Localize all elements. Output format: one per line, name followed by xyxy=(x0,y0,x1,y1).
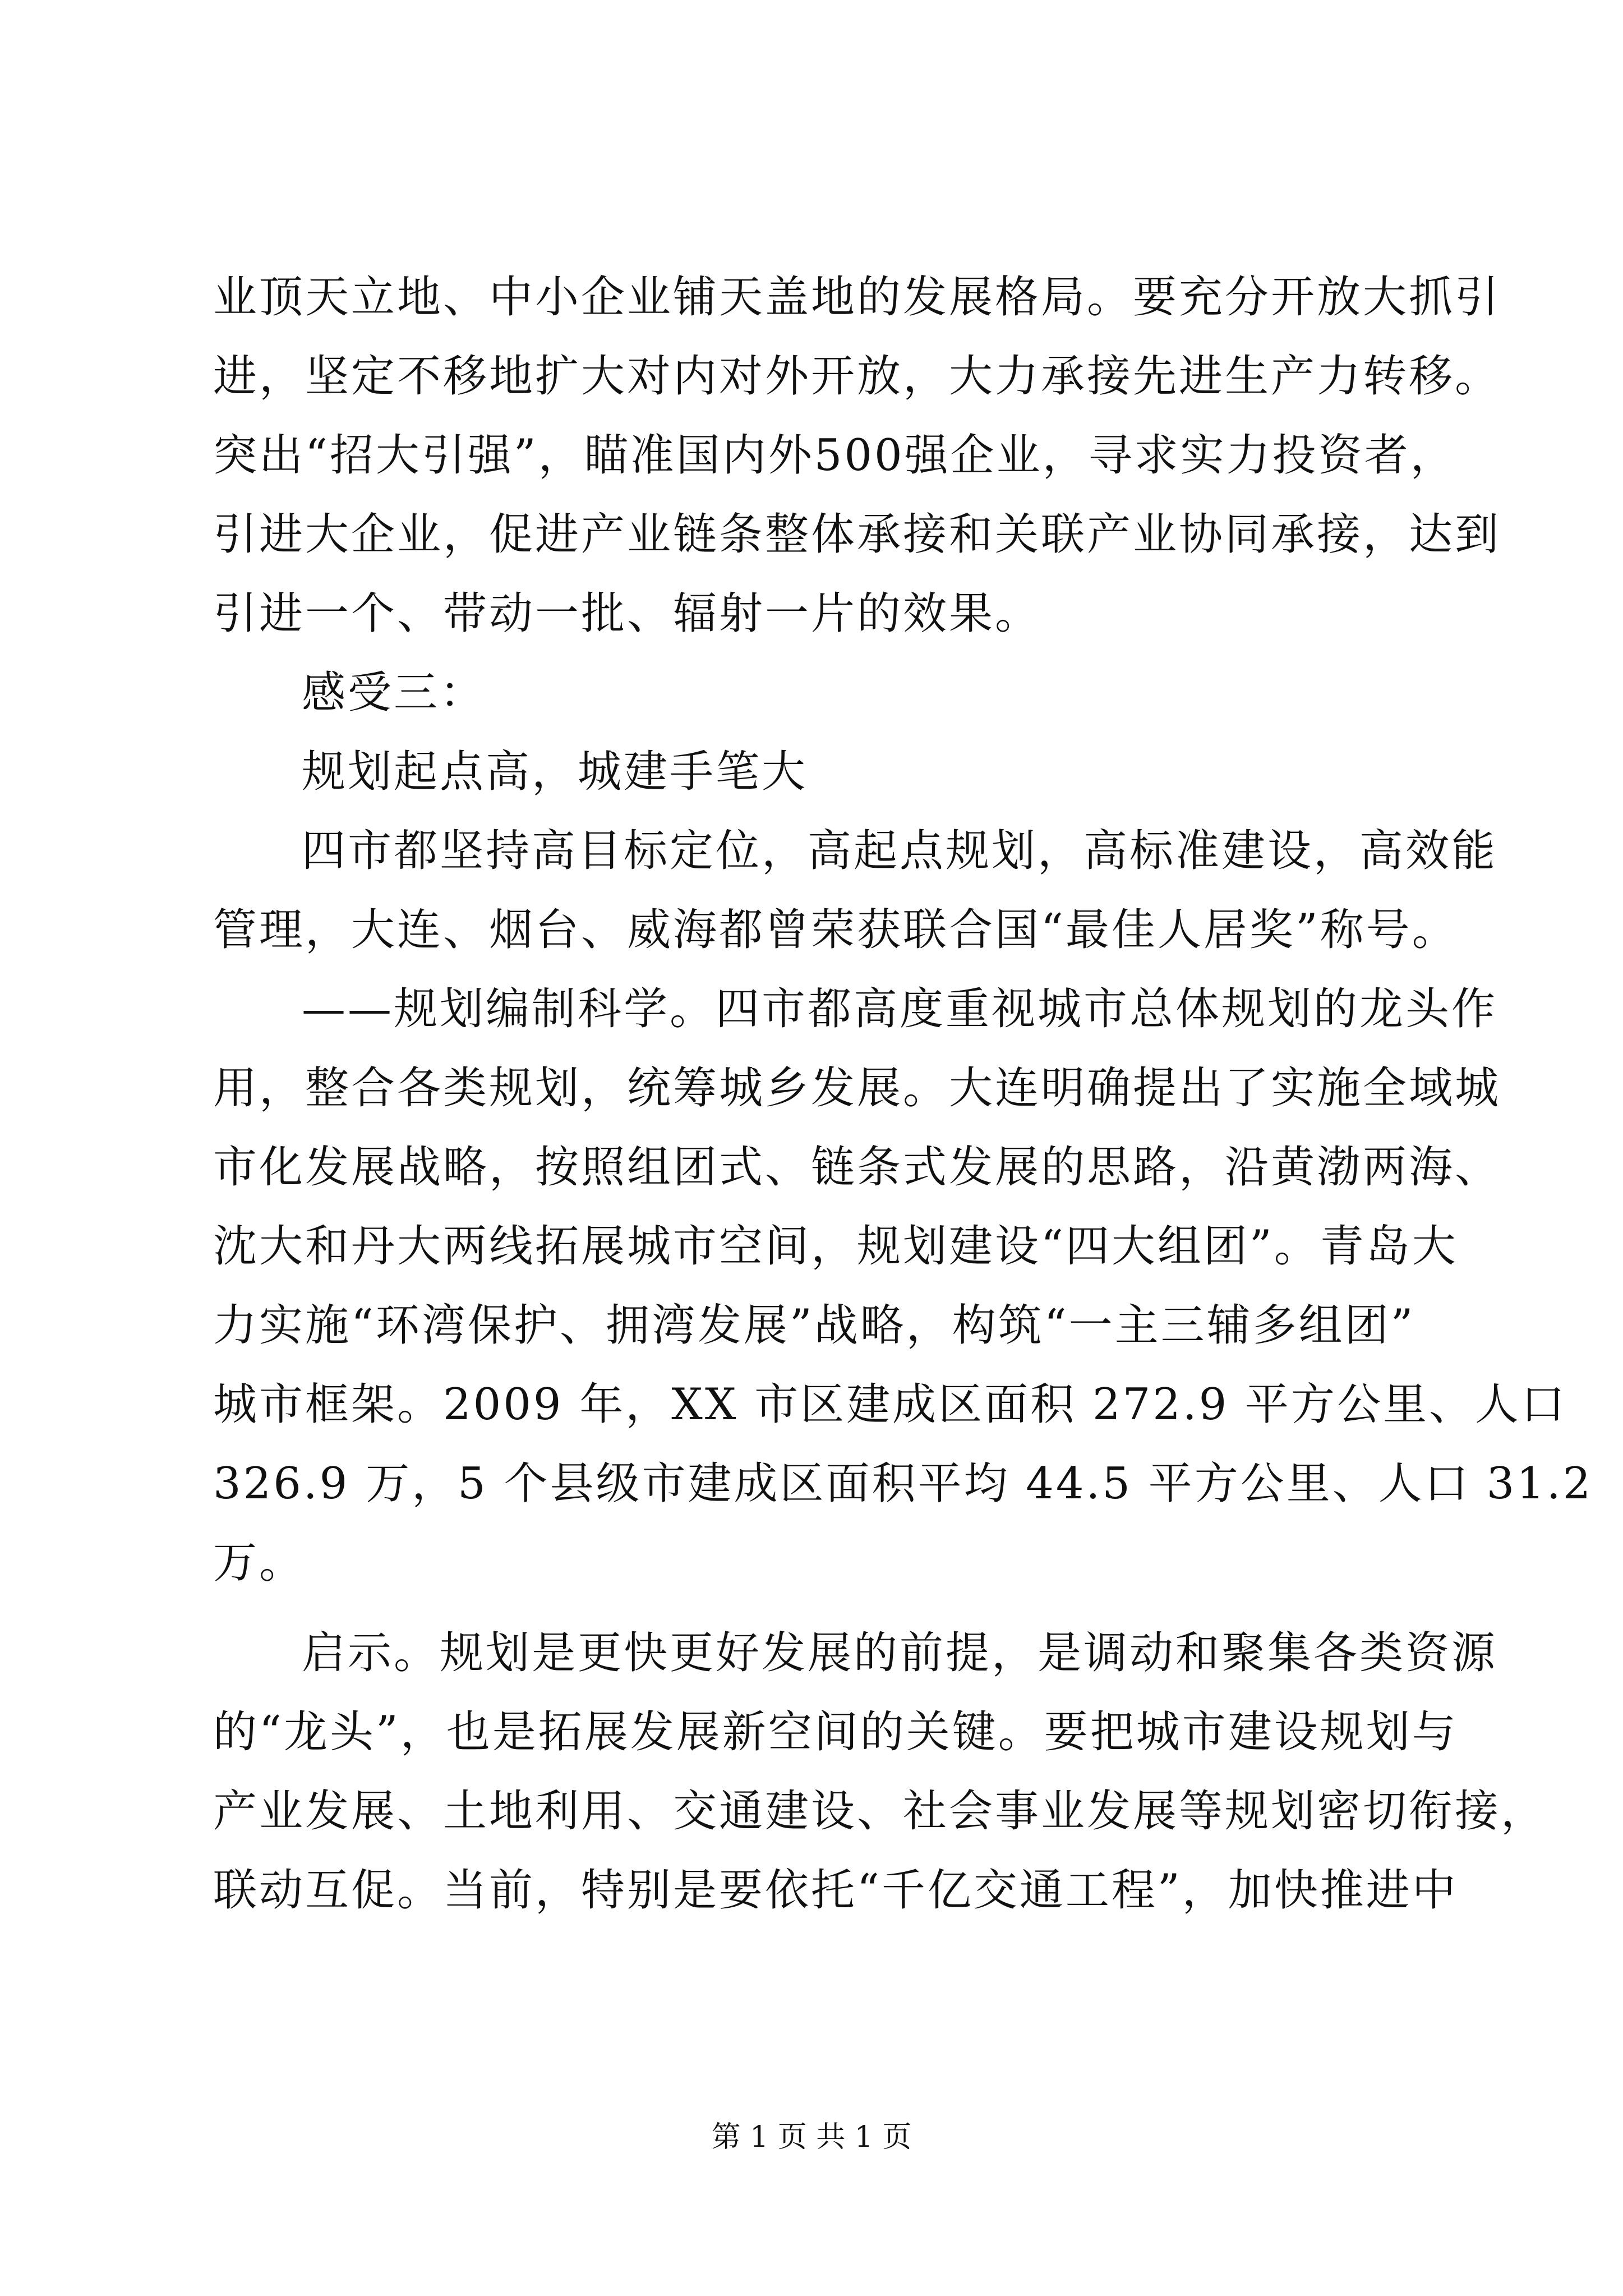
text-line: 产业发展、土地利用、交通建设、社会事业发展等规划密切衔接， xyxy=(213,1786,1547,1837)
text-line: 的“龙头”，也是拓展发展新空间的关键。要把城市建设规划与 xyxy=(213,1707,1458,1757)
text-line: 启示。规划是更快更好发展的前提，是调动和聚集各类资源 xyxy=(302,1628,1498,1678)
text-line: 326.9 万，5 个县级市建成区面积平均 44.5 平方公里、人口 31.2 xyxy=(213,1458,1593,1509)
text-line: 业顶天立地、中小企业铺天盖地的发展格局。要充分开放大抓引 xyxy=(213,272,1501,323)
text-line: 市化发展战略，按照组团式、链条式发展的思路，沿黄渤两海、 xyxy=(213,1142,1501,1193)
text-line: 四市都坚持高目标定位，高起点规划，高标准建设，高效能 xyxy=(302,826,1498,876)
document-body xyxy=(213,258,1593,1930)
text-line: 管理，大连、烟台、威海都曾荣获联合国“最佳人居奖”称号。 xyxy=(213,905,1458,955)
page-footer: 第 1 页 共 1 页 xyxy=(711,2120,912,2154)
text-line: 城市框架。2009 年，XX 市区建成区面积 272.9 平方公里、人口 xyxy=(213,1379,1567,1430)
text-line: 力实施“环湾保护、拥湾发展”战略，构筑“一主三辅多组团” xyxy=(213,1300,1415,1351)
text-line: 突出“招大引强”，瞄准国内外500强企业，寻求实力投资者， xyxy=(213,430,1456,481)
section-heading: 感受三： xyxy=(302,668,486,718)
text-line: 万。 xyxy=(213,1538,306,1588)
section-subtitle: 规划起点高，城建手笔大 xyxy=(302,747,808,797)
text-line: 引进一个、带动一批、辐射一片的效果。 xyxy=(213,588,1041,639)
text-line: ——规划编制科学。四市都高度重视城市总体规划的龙头作 xyxy=(302,984,1498,1034)
text-line: 联动互促。当前，特别是要依托“千亿交通工程”，加快推进中 xyxy=(213,1865,1458,1916)
text-line: 进，坚定不移地扩大对内对外开放，大力承接先进生产力转移。 xyxy=(213,351,1501,402)
text-line: 用，整合各类规划，统筹城乡发展。大连明确提出了实施全域城 xyxy=(213,1063,1501,1114)
text-line: 引进大企业，促进产业链条整体承接和关联产业协同承接，达到 xyxy=(213,509,1501,560)
text-line: 沈大和丹大两线拓展城市空间，规划建设“四大组团”。青岛大 xyxy=(213,1221,1458,1272)
